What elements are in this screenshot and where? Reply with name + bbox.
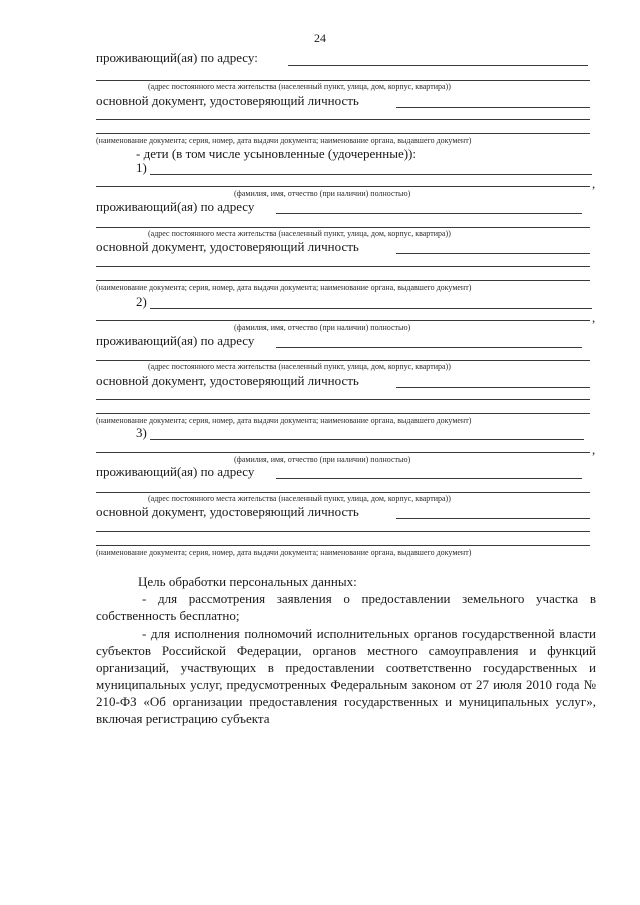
page-number: 24 bbox=[314, 31, 326, 45]
purpose-body bbox=[96, 590, 596, 727]
child-name-line[interactable] bbox=[96, 186, 590, 187]
child-number: 3) bbox=[136, 425, 147, 440]
child-name-line[interactable] bbox=[96, 320, 590, 321]
document-label: основной документ, удостоверяющий личность bbox=[96, 93, 359, 108]
comma: , bbox=[592, 442, 596, 457]
address-field-line[interactable] bbox=[288, 65, 588, 66]
children-label: - дети (в том числе усыновленные (удочеренные)): bbox=[136, 146, 416, 161]
comma: , bbox=[592, 310, 596, 325]
address-hint: (адрес постоянного места жительства (населенный пункт, улица, дом, корпус, квартира)) bbox=[148, 229, 451, 238]
address-label: проживающий(ая) по адресу: bbox=[96, 50, 258, 65]
child-name-line[interactable] bbox=[96, 452, 590, 453]
purpose-item-1: - для рассмотрения заявления о предоставлении земельного участка в собственность бесплатно; bbox=[96, 591, 596, 623]
name-hint: (фамилия, имя, отчество (при наличии) полностью) bbox=[234, 323, 411, 332]
document-field-line[interactable] bbox=[96, 413, 590, 414]
document-field-line[interactable] bbox=[396, 387, 590, 388]
child-name-line[interactable] bbox=[150, 174, 592, 175]
document-hint: (наименование документа; серия, номер, дата выдачи документа; наименование органа, выдавшего документ) bbox=[96, 548, 472, 557]
document-hint: (наименование документа; серия, номер, дата выдачи документа; наименование органа, выдавшего документ) bbox=[96, 283, 472, 292]
document-field-line[interactable] bbox=[96, 545, 590, 546]
address-field-line[interactable] bbox=[276, 347, 582, 348]
document-label: основной документ, удостоверяющий личность bbox=[96, 239, 359, 254]
name-hint: (фамилия, имя, отчество (при наличии) полностью) bbox=[234, 189, 411, 198]
child-name-line[interactable] bbox=[150, 308, 592, 309]
address-hint: (адрес постоянного места жительства (населенный пункт, улица, дом, корпус, квартира)) bbox=[148, 494, 451, 503]
document-field-line[interactable] bbox=[96, 531, 590, 532]
child-number: 2) bbox=[136, 294, 147, 309]
address-hint: (адрес постоянного места жительства (населенный пункт, улица, дом, корпус, квартира)) bbox=[148, 82, 451, 91]
document-field-line[interactable] bbox=[396, 253, 590, 254]
address-field-line[interactable] bbox=[276, 213, 582, 214]
document-field-line[interactable] bbox=[96, 399, 590, 400]
address-field-line[interactable] bbox=[96, 360, 590, 361]
document-field-line[interactable] bbox=[396, 107, 590, 108]
address-label: проживающий(ая) по адресу bbox=[96, 464, 255, 479]
purpose-heading: Цель обработки персональных данных: bbox=[138, 574, 357, 589]
child-number: 1) bbox=[136, 160, 147, 175]
address-field-line[interactable] bbox=[96, 492, 590, 493]
address-field-line[interactable] bbox=[96, 80, 590, 81]
document-label: основной документ, удостоверяющий личность bbox=[96, 373, 359, 388]
document-field-line[interactable] bbox=[96, 266, 590, 267]
document-hint: (наименование документа; серия, номер, дата выдачи документа; наименование органа, выдавшего документ) bbox=[96, 136, 472, 145]
document-hint: (наименование документа; серия, номер, дата выдачи документа; наименование органа, выдавшего документ) bbox=[96, 416, 472, 425]
purpose-item-2: - для исполнения полномочий исполнительных органов государственной власти субъектов Российской Федерации, органов местного самоуправления и функций организаций, участвующих в предоставлении соответственно государственных и муниципальных услуг, предусмотренных Федеральным законом от 27 июля 2010 года № 210-ФЗ «Об организации предоставления государственных и муниципальных услуг», включая регистрацию субъекта bbox=[96, 626, 596, 726]
address-field-line[interactable] bbox=[276, 478, 582, 479]
document-label: основной документ, удостоверяющий личность bbox=[96, 504, 359, 519]
document-field-line[interactable] bbox=[396, 518, 590, 519]
comma: , bbox=[592, 176, 596, 191]
name-hint: (фамилия, имя, отчество (при наличии) полностью) bbox=[234, 455, 411, 464]
address-hint: (адрес постоянного места жительства (населенный пункт, улица, дом, корпус, квартира)) bbox=[148, 362, 451, 371]
document-field-line[interactable] bbox=[96, 133, 590, 134]
address-label: проживающий(ая) по адресу bbox=[96, 199, 255, 214]
document-field-line[interactable] bbox=[96, 119, 590, 120]
address-field-line[interactable] bbox=[96, 227, 590, 228]
child-name-line[interactable] bbox=[150, 439, 584, 440]
address-label: проживающий(ая) по адресу bbox=[96, 333, 255, 348]
document-field-line[interactable] bbox=[96, 280, 590, 281]
